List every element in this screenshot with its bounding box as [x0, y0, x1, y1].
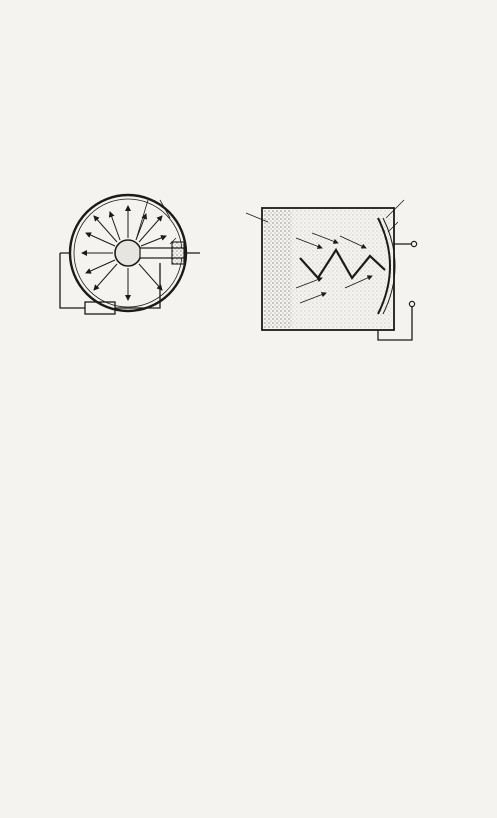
inner-electrode: [115, 240, 141, 266]
figure-b-low-voltage-battery: [246, 200, 417, 340]
strontium-layer: [264, 210, 292, 328]
figure-a-spherical-battery: [60, 195, 200, 314]
figure-14-3: [0, 178, 497, 360]
